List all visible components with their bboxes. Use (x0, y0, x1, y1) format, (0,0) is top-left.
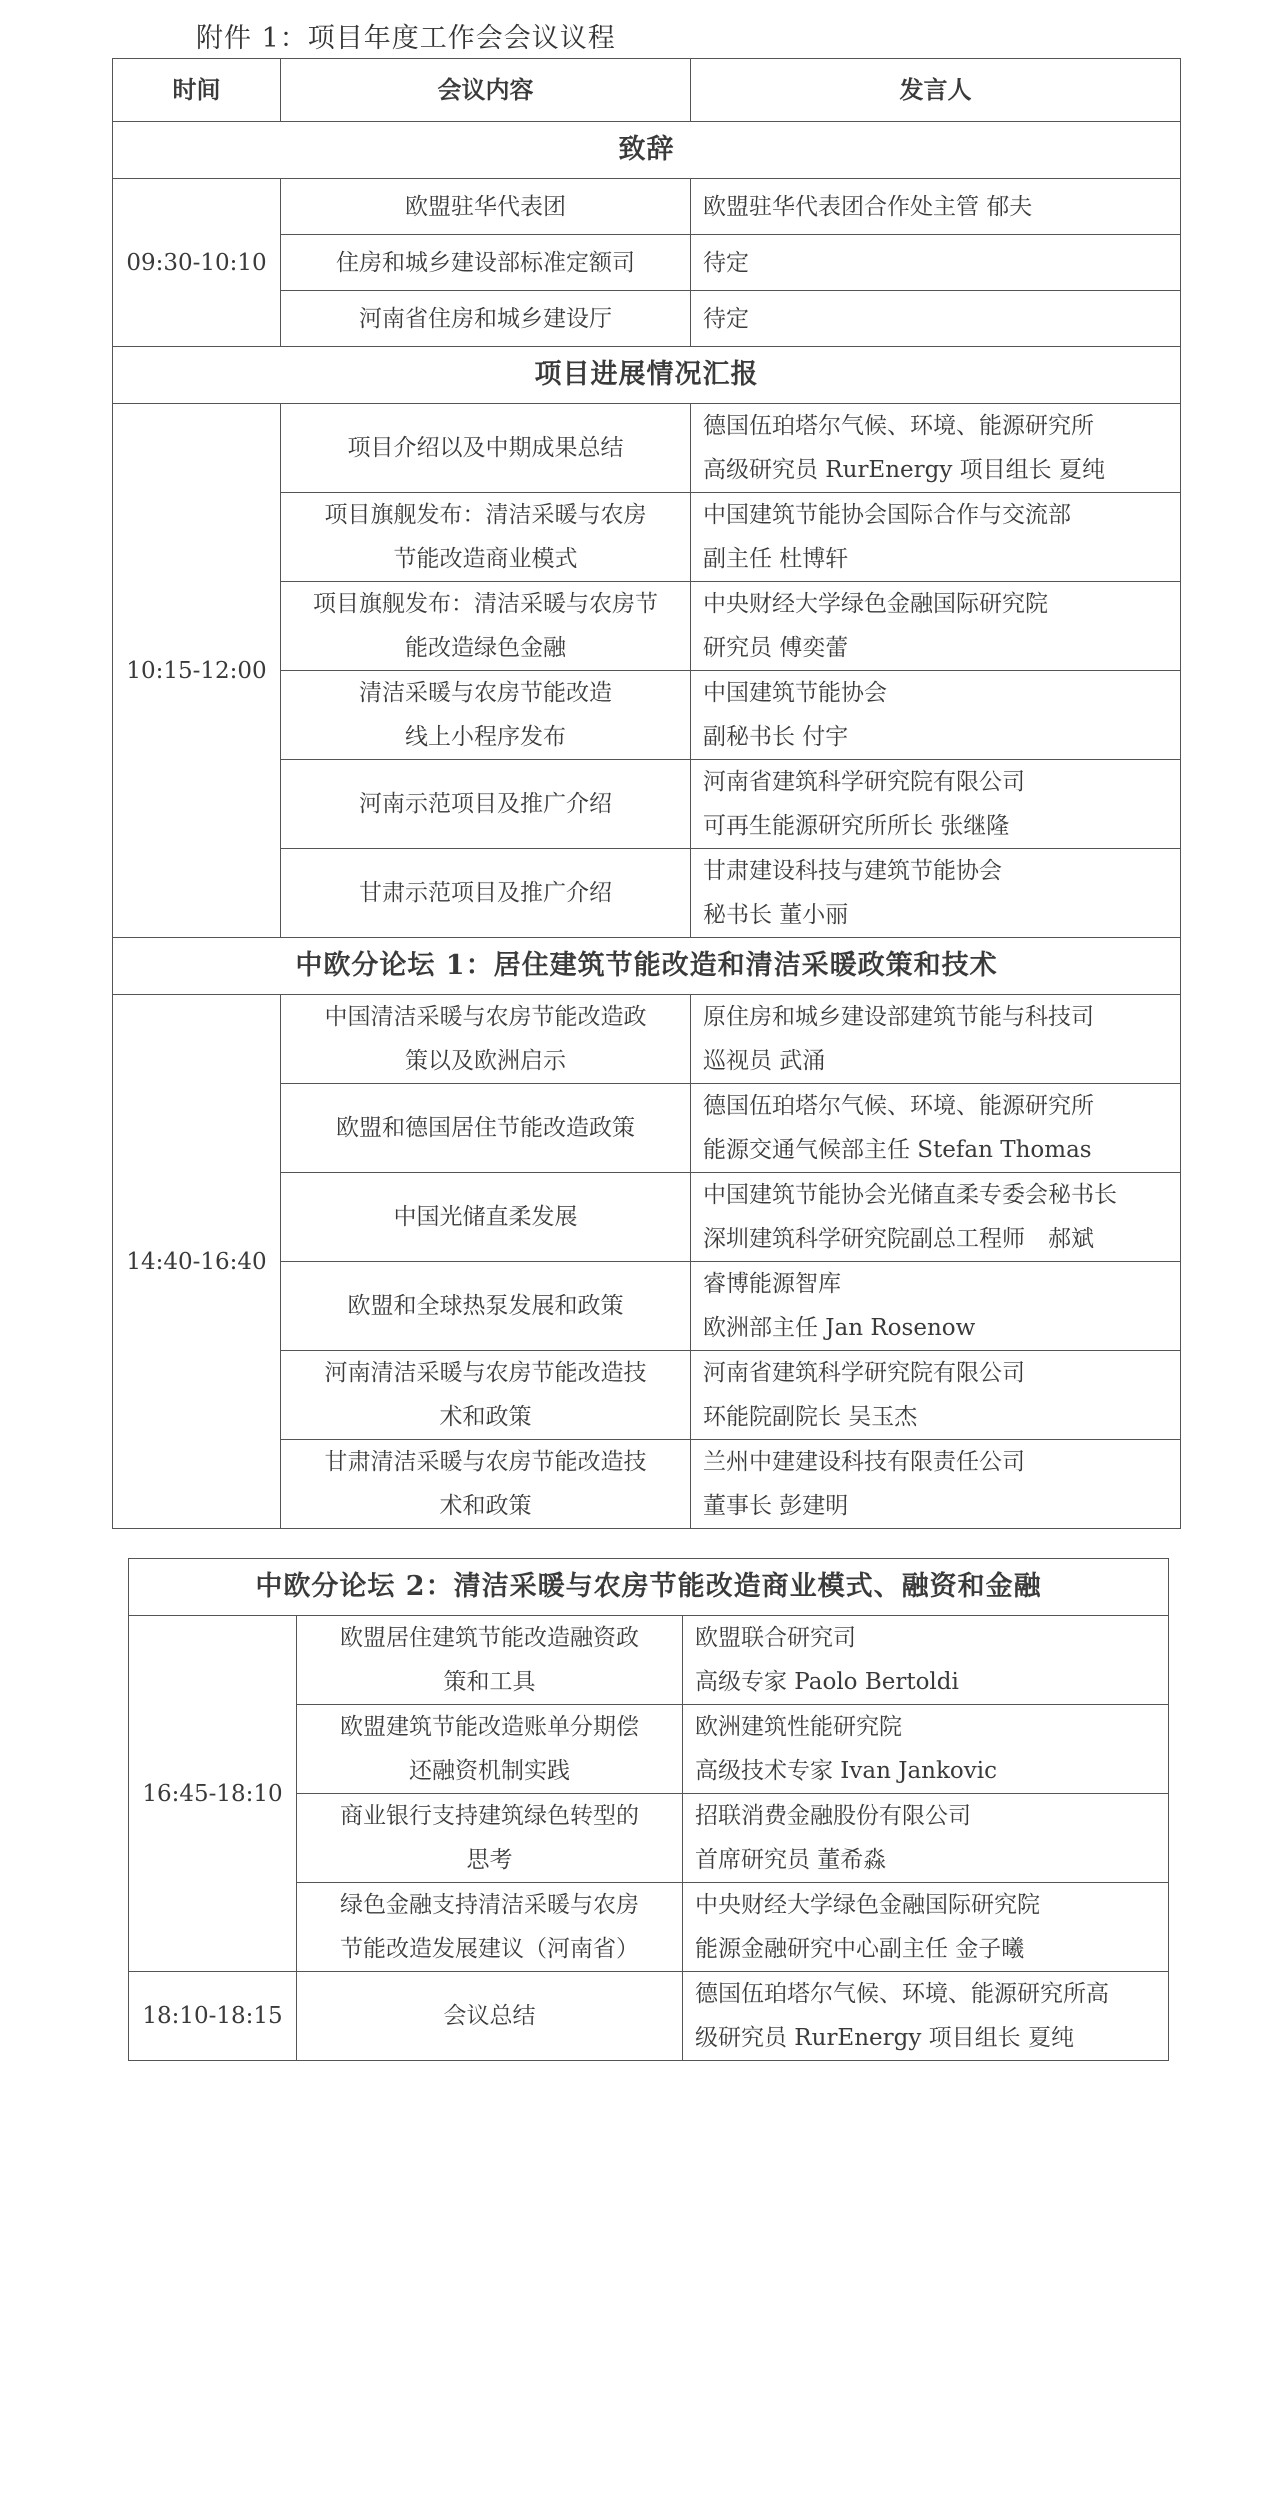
section-title: 项目进展情况汇报 (113, 347, 1181, 404)
speaker-line: 中央财经大学绿色金融国际研究院 (703, 591, 1048, 617)
session-speaker (691, 995, 1181, 1084)
section-title-row (113, 122, 1181, 179)
topic-line: 节能改造商业模式 (393, 546, 578, 572)
speaker-line: 中国建筑节能协会 (703, 680, 887, 706)
session-topic (281, 493, 691, 582)
session-topic (281, 1262, 691, 1351)
speaker-line: 中国建筑节能协会国际合作与交流部 (703, 502, 1071, 528)
agenda-row (113, 179, 1181, 235)
speaker-line: 甘肃建设科技与建筑节能协会 (703, 858, 1002, 884)
topic-line: 策和工具 (443, 1669, 536, 1695)
speaker-line: 副主任 杜博轩 (703, 546, 849, 572)
topic-line: 节能改造发展建议（河南省） (340, 1936, 639, 1962)
speaker-line: 河南省建筑科学研究院有限公司 (703, 1360, 1025, 1386)
agenda-row (129, 1616, 1169, 1705)
session-speaker (691, 582, 1181, 671)
topic-line: 还融资机制实践 (409, 1758, 570, 1784)
session-topic (297, 1883, 683, 1972)
topic-line: 绿色金融支持清洁采暖与农房 (340, 1892, 639, 1918)
session-speaker (691, 404, 1181, 493)
session-topic (297, 1705, 683, 1794)
session-speaker (683, 1616, 1169, 1705)
session-topic (281, 995, 691, 1084)
session-speaker (691, 179, 1181, 235)
session-topic (281, 1084, 691, 1173)
topic-line: 中国光储直柔发展 (393, 1204, 578, 1230)
speaker-line: 秘书长 董小丽 (703, 902, 849, 928)
topic-line: 河南示范项目及推广介绍 (359, 791, 612, 817)
session-time: 10:15-12:00 (113, 404, 281, 938)
session-speaker (683, 1705, 1169, 1794)
section-title: 中欧分论坛 1：居住建筑节能改造和清洁采暖政策和技术 (113, 938, 1181, 995)
speaker-line: 可再生能源研究所所长 张继隆 (703, 813, 1010, 839)
session-speaker (683, 1794, 1169, 1883)
topic-line: 住房和城乡建设部标准定额司 (336, 249, 635, 276)
speaker-line: 中央财经大学绿色金融国际研究院 (695, 1892, 1040, 1918)
session-topic (281, 235, 691, 291)
topic-line: 术和政策 (439, 1404, 532, 1430)
speaker-line: 兰州中建建设科技有限责任公司 (703, 1449, 1025, 1475)
speaker-line: 欧盟联合研究司 (695, 1625, 856, 1651)
speaker-line: 欧洲建筑性能研究院 (695, 1714, 902, 1740)
agenda-row (113, 404, 1181, 493)
speaker-line: 能源金融研究中心副主任 金子曦 (695, 1936, 1025, 1962)
topic-line: 项目旗舰发布：清洁采暖与农房节 (313, 591, 658, 617)
speaker-line: 中国建筑节能协会光储直柔专委会秘书长 (703, 1182, 1117, 1208)
speaker-line: 深圳建筑科学研究院副总工程师 郝斌 (703, 1226, 1094, 1252)
page-heading: 附件 1：项目年度工作会会议议程 (196, 23, 616, 54)
session-topic (297, 1616, 683, 1705)
session-topic (281, 404, 691, 493)
speaker-line: 德国伍珀塔尔气候、环境、能源研究所 (703, 1093, 1094, 1119)
topic-line: 甘肃清洁采暖与农房节能改造技 (324, 1449, 647, 1475)
section-title-row (113, 938, 1181, 995)
session-speaker (683, 1883, 1169, 1972)
forum2-table-body (129, 1559, 1169, 2061)
session-speaker (691, 291, 1181, 347)
speaker-line: 级研究员 RurEnergy 项目组长 夏纯 (695, 2025, 1074, 2051)
closing-time: 18:10-18:15 (129, 1972, 297, 2061)
speaker-line: 能源交通气候部主任 Stefan Thomas (703, 1137, 1092, 1163)
session-speaker (691, 760, 1181, 849)
speaker-line: 睿博能源智库 (703, 1271, 841, 1297)
session-topic (281, 291, 691, 347)
speaker-line: 待定 (703, 249, 749, 276)
topic-line: 项目旗舰发布：清洁采暖与农房 (324, 502, 647, 528)
topic-line: 甘肃示范项目及推广介绍 (359, 880, 612, 906)
topic-line: 中国清洁采暖与农房节能改造政 (324, 1004, 647, 1030)
topic-line: 河南清洁采暖与农房节能改造技 (324, 1360, 647, 1386)
speaker-line: 高级专家 Paolo Bertoldi (695, 1669, 959, 1695)
speaker-line: 德国伍珀塔尔气候、环境、能源研究所高 (695, 1981, 1109, 2007)
session-topic (281, 1173, 691, 1262)
speaker-line: 副秘书长 付宇 (703, 724, 849, 750)
topic-line: 能改造绿色金融 (405, 635, 566, 661)
header-time: 时间 (113, 59, 281, 122)
forum2-table (128, 1558, 1169, 2061)
speaker-line: 欧盟驻华代表团合作处主管 郁夫 (703, 193, 1033, 220)
topic-line: 欧盟居住建筑节能改造融资政 (340, 1625, 639, 1651)
speaker-line: 欧洲部主任 Jan Rosenow (703, 1315, 976, 1341)
session-speaker (691, 493, 1181, 582)
speaker-line: 招联消费金融股份有限公司 (695, 1803, 971, 1829)
session-topic (281, 1351, 691, 1440)
agenda-table-body (113, 59, 1181, 1529)
session-speaker (691, 1262, 1181, 1351)
speaker-line: 德国伍珀塔尔气候、环境、能源研究所 (703, 413, 1094, 439)
closing-topic: 会议总结 (297, 1972, 683, 2061)
topic-line: 项目介绍以及中期成果总结 (347, 435, 624, 461)
agenda-table (112, 58, 1181, 1529)
speaker-line: 研究员 傅奕蕾 (703, 635, 849, 661)
session-speaker (691, 1084, 1181, 1173)
topic-line: 清洁采暖与农房节能改造 (359, 680, 612, 706)
section-title-row (129, 1559, 1169, 1616)
topic-line: 线上小程序发布 (405, 724, 566, 750)
session-topic (281, 582, 691, 671)
session-topic (281, 1440, 691, 1529)
topic-line: 术和政策 (439, 1493, 532, 1519)
header-speaker: 发言人 (691, 59, 1181, 122)
session-topic (281, 849, 691, 938)
topic-line: 策以及欧洲启示 (405, 1048, 566, 1074)
topic-line: 商业银行支持建筑绿色转型的 (340, 1803, 639, 1829)
speaker-line: 原住房和城乡建设部建筑节能与科技司 (703, 1004, 1094, 1030)
speaker-line: 巡视员 武涌 (703, 1048, 826, 1074)
session-speaker (691, 235, 1181, 291)
session-topic (297, 1794, 683, 1883)
session-speaker (691, 849, 1181, 938)
session-topic (281, 179, 691, 235)
session-time: 09:30-10:10 (113, 179, 281, 347)
header-content: 会议内容 (281, 59, 691, 122)
topic-line: 欧盟和全球热泵发展和政策 (347, 1293, 624, 1319)
session-topic (281, 760, 691, 849)
session-speaker (691, 1351, 1181, 1440)
section-title: 致辞 (113, 122, 1181, 179)
session-speaker (691, 1440, 1181, 1529)
session-speaker (691, 671, 1181, 760)
speaker-line: 首席研究员 董希淼 (695, 1847, 887, 1873)
session-speaker (691, 1173, 1181, 1262)
speaker-line: 河南省建筑科学研究院有限公司 (703, 769, 1025, 795)
topic-line: 欧盟和德国居住节能改造政策 (336, 1115, 635, 1141)
section-title-row (113, 347, 1181, 404)
agenda-row (113, 995, 1181, 1084)
topic-line: 欧盟驻华代表团 (405, 193, 566, 220)
speaker-line: 环能院副院长 吴玉杰 (703, 1404, 918, 1430)
topic-line: 思考 (466, 1847, 513, 1873)
topic-line: 河南省住房和城乡建设厅 (359, 305, 612, 332)
speaker-line: 董事长 彭建明 (703, 1493, 849, 1519)
closing-row (129, 1972, 1169, 2061)
session-time: 14:40-16:40 (113, 995, 281, 1529)
session-time: 16:45-18:10 (129, 1616, 297, 1972)
topic-line: 欧盟建筑节能改造账单分期偿 (340, 1714, 639, 1740)
session-topic (281, 671, 691, 760)
section-title: 中欧分论坛 2：清洁采暖与农房节能改造商业模式、融资和金融 (129, 1559, 1169, 1616)
closing-speaker (683, 1972, 1169, 2061)
speaker-line: 高级研究员 RurEnergy 项目组长 夏纯 (703, 457, 1105, 483)
speaker-line: 高级技术专家 Ivan Jankovic (695, 1758, 997, 1784)
speaker-line: 待定 (703, 305, 749, 332)
table-header-row (113, 59, 1181, 122)
